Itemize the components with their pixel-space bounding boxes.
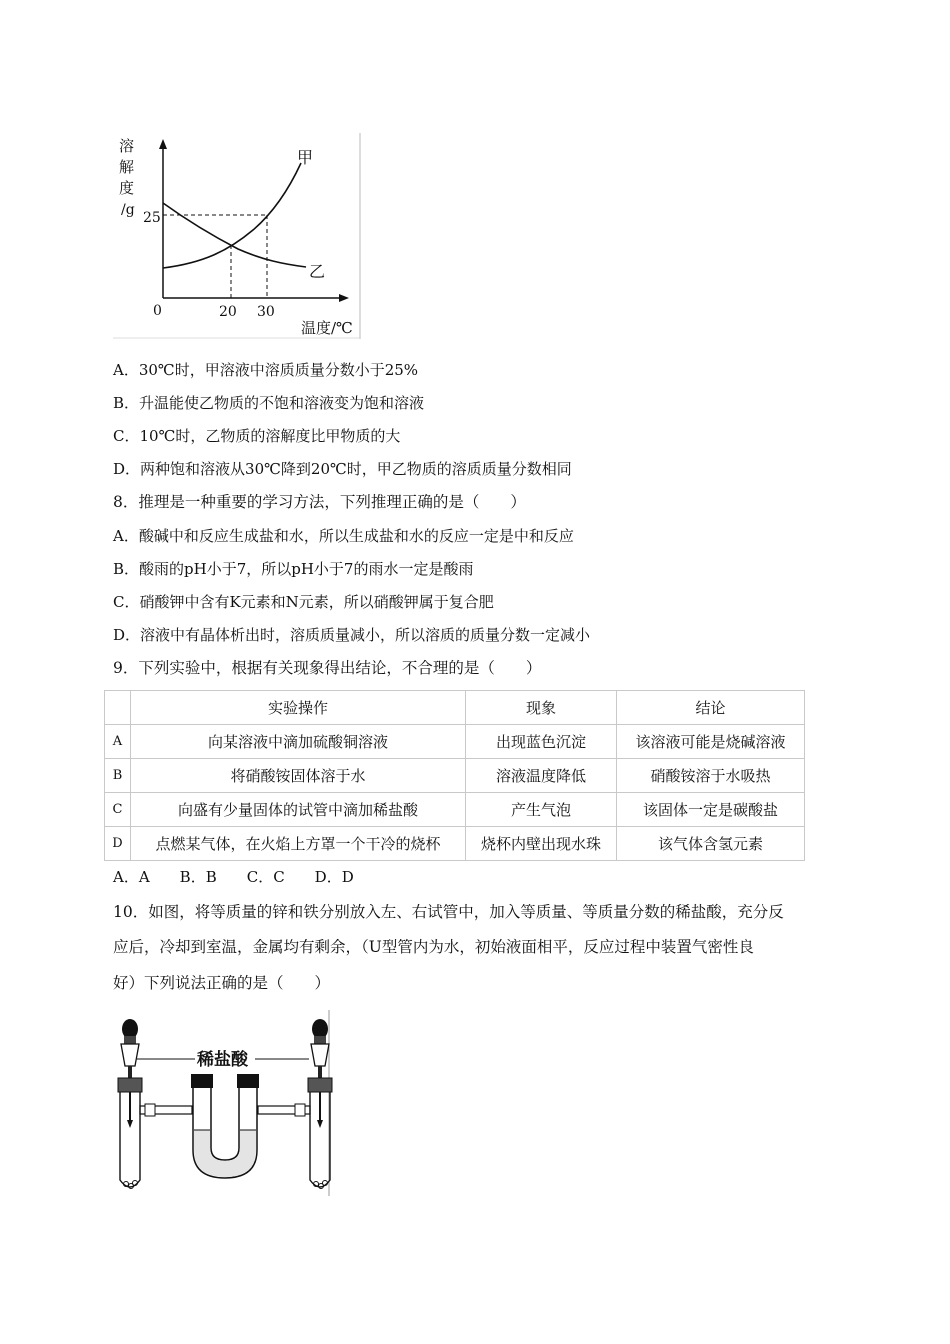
x-axis-arrow (339, 294, 349, 302)
table-cell: A (105, 725, 131, 759)
q7-option-a: A．30℃时，甲溶液中溶质质量分数小于25% (113, 361, 419, 379)
curve-yi-label: 乙 (309, 262, 326, 281)
table-cell: 该气体含氢元素 (617, 827, 805, 861)
table-row (105, 827, 805, 861)
curve-jia (163, 163, 301, 268)
table-cell: B (105, 759, 131, 793)
table-cell: 硝酸铵溶于水吸热 (617, 759, 805, 793)
table-header-cell: 现象 (466, 691, 617, 725)
q10-stem-line: 好）下列说法正确的是（ ） (113, 974, 331, 992)
table-cell: 向盛有少量固体的试管中滴加稀盐酸 (131, 793, 466, 827)
q8-option-a: A．酸碱中和反应生成盐和水，所以生成盐和水的反应一定是中和反应 (113, 527, 574, 545)
x-axis-label: 温度/℃ (301, 319, 353, 337)
curve-yi (163, 203, 306, 267)
q7-option-d: D．两种饱和溶液从30℃降到20℃时，甲乙物质的溶质质量分数相同 (113, 460, 572, 478)
y-tick-label: 25 (143, 210, 161, 226)
left-stopper (118, 1078, 142, 1092)
table-cell: 产生气泡 (466, 793, 617, 827)
y-axis-arrow (159, 139, 167, 149)
u-tube-right-stopper (237, 1074, 259, 1088)
left-dropper (121, 1019, 139, 1078)
y-axis-label-char: 度 (119, 179, 135, 197)
y-axis-label-char: /g (121, 202, 135, 218)
q8-option-c: C．硝酸钾中含有K元素和N元素，所以硝酸钾属于复合肥 (113, 593, 494, 611)
x-tick-label: 20 (219, 304, 237, 320)
q8-option-b: B．酸雨的pH小于7，所以pH小于7的雨水一定是酸雨 (113, 560, 474, 578)
table-cell: 向某溶液中滴加硫酸铜溶液 (131, 725, 466, 759)
table-header-cell: 结论 (617, 691, 805, 725)
q9-answer-choices: A．A B．B C．C D．D (113, 868, 354, 886)
table-row (105, 759, 805, 793)
y-axis-label-char: 解 (119, 158, 135, 176)
right-stopper (308, 1078, 332, 1092)
table-cell: 出现蓝色沉淀 (466, 725, 617, 759)
q7-option-c: C．10℃时，乙物质的溶解度比甲物质的大 (113, 427, 401, 445)
table-header-cell (105, 691, 131, 725)
q8-stem: 8．推理是一种重要的学习方法，下列推理正确的是（ ） (113, 493, 526, 511)
q8-option-d: D．溶液中有晶体析出时，溶质质量减小，所以溶质的质量分数一定减小 (113, 626, 591, 644)
table-cell: 点燃某气体，在火焰上方罩一个干冷的烧杯 (131, 827, 466, 861)
table-cell: 该固体一定是碳酸盐 (617, 793, 805, 827)
figure-label: 稀盐酸 (197, 1050, 248, 1070)
y-axis-label-char: 溶 (119, 137, 135, 155)
table-cell: D (105, 827, 131, 861)
q9-stem: 9．下列实验中，根据有关现象得出结论，不合理的是（ ） (113, 659, 542, 677)
u-tube-water (194, 1130, 256, 1177)
q10-stem-line: 10．如图，将等质量的锌和铁分别放入左、右试管中，加入等质量、等质量分数的稀盐酸，充分反 (113, 903, 784, 921)
table-header-cell: 实验操作 (131, 691, 466, 725)
curve-jia-label: 甲 (297, 148, 314, 167)
experiment-table (104, 690, 805, 861)
right-dropper (311, 1019, 329, 1078)
table-cell: C (105, 793, 131, 827)
table-cell: 该溶液可能是烧碱溶液 (617, 725, 805, 759)
table-cell: 溶液温度降低 (466, 759, 617, 793)
table-header-row (105, 691, 805, 725)
q10-stem-line: 应后，冷却到室温，金属均有剩余，（U型管内为水，初始液面相平，反应过程中装置气密性良 (113, 938, 754, 956)
table-row (105, 793, 805, 827)
q7-option-b: B．升温能使乙物质的不饱和溶液变为饱和溶液 (113, 394, 425, 412)
u-tube-left-stopper (191, 1074, 213, 1088)
table-cell: 烧杯内壁出现水珠 (466, 827, 617, 861)
table-row (105, 725, 805, 759)
solubility-graph (113, 133, 363, 341)
origin-label: 0 (153, 303, 162, 319)
table-cell: 将硝酸铵固体溶于水 (131, 759, 466, 793)
x-tick-label: 30 (257, 304, 275, 320)
apparatus-figure (113, 1010, 335, 1198)
